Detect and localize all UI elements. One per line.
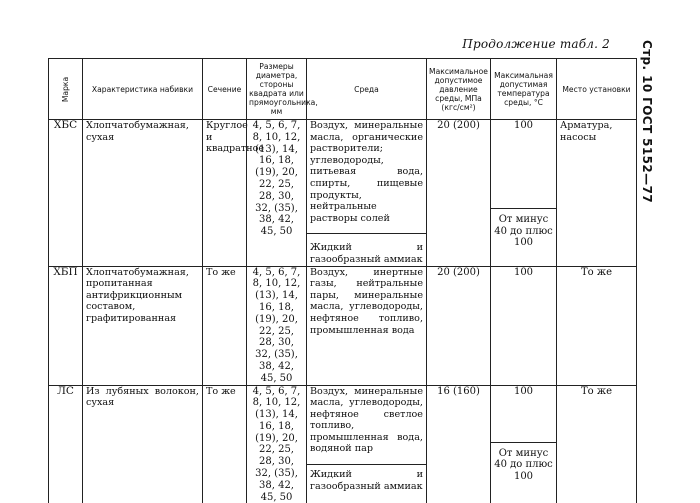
column-header-brand: Марка (49, 59, 83, 120)
table-row (49, 385, 637, 503)
gasket-table (48, 58, 637, 503)
temperature-main: 100 (513, 385, 534, 397)
cell-pressure: 20 (200) (427, 120, 491, 267)
cell-sizes: 4, 5, 6, 7, 8, 10, 12, (13), 14, 16, 18, (19), 20, 22, 25, 28, 30, 32, (35), 38, 42, 45, 50 (247, 266, 307, 385)
cell-section: То же (203, 266, 247, 385)
temperature-extra: От минус 40 до плюс 100 (491, 208, 556, 249)
cell-location: Арматура, насосы (557, 120, 637, 267)
cell-description: Из лубяных волокон, сухая (83, 385, 203, 503)
column-header-section: Сечение (203, 59, 247, 120)
medium-main: Воздух, минеральные масла, углеводороды, нефтяное светлое топливо, промышленная вода, водяной пар (310, 385, 423, 455)
column-header-medium: Среда (307, 59, 427, 120)
medium-main: Воздух, минеральные масла, органические растворители; углеводороды, питьевая вода, спирты, пищевые продукты, нейтральные растворы солей (310, 120, 423, 224)
cell-temperature (491, 385, 557, 503)
cell-medium (307, 120, 427, 267)
cell-brand: ХБП (49, 266, 83, 385)
cell-brand: ЛС (49, 385, 83, 503)
column-header-pressure: Максимальное допустимое давление среды, МПа (кгс/см²) (427, 59, 491, 120)
continuation-title: Продолжение табл. 2 (462, 37, 610, 51)
temperature-main: 100 (513, 120, 534, 131)
cell-sizes: 4, 5, 6, 7, 8, 10, 12, (13), 14, 16, 18, (19), 20, 22, 25, 28, 30, 32, (35), 38, 42, 45, 50 (247, 385, 307, 503)
cell-section: То же (203, 385, 247, 503)
column-header-sizes: Размеры диаметра, стороны квадрата или прямоугольника, мм (247, 59, 307, 120)
page-side-label (640, 40, 666, 204)
temperature-extra: От минус 40 до плюс 100 (491, 442, 556, 483)
cell-temperature (491, 120, 557, 267)
column-header-temperature: Максимальная допустимая температура среды, °С (491, 59, 557, 120)
table-row (49, 266, 637, 385)
cell-location: То же (557, 266, 637, 385)
column-header-description: Характеристика набивки (83, 59, 203, 120)
cell-temperature: 100 (491, 266, 557, 385)
cell-medium: Воздух, инертные газы, нейтральные пары, минеральные масла, углеводороды, нефтяное топливо, промышленная вода (307, 266, 427, 385)
cell-pressure: 16 (160) (427, 385, 491, 503)
medium-extra: Жидкий и газообразный аммиак (307, 464, 426, 492)
column-header-location: Место установки (557, 59, 637, 120)
table-row (49, 120, 637, 267)
page-number-standard: Стр. 10 ГОСТ 5152—77 (640, 40, 654, 204)
cell-section: Круглое и квадратное (203, 120, 247, 267)
cell-pressure: 20 (200) (427, 266, 491, 385)
cell-location: То же (557, 385, 637, 503)
medium-extra: Жидкий и газообразный аммиак (307, 233, 426, 265)
cell-brand: ХБС (49, 120, 83, 267)
cell-description: Хлопчатобумажная, пропитанная антифрикционным составом, графитированная (83, 266, 203, 385)
cell-medium (307, 385, 427, 503)
table-header-row (49, 59, 637, 120)
cell-sizes: 4, 5, 6, 7, 8, 10, 12, (13), 14, 16, 18, (19), 20, 22, 25, 28, 30, 32, (35), 38, 42, 45, 50 (247, 120, 307, 267)
cell-description: Хлопчатобумажная, сухая (83, 120, 203, 267)
